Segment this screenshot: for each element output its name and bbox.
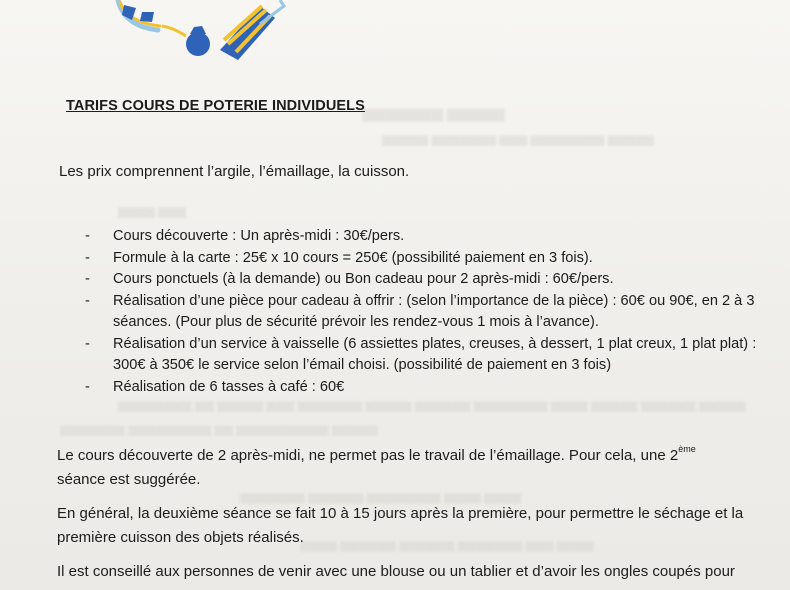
list-item-text: Cours découverte : Un après-midi : 30€/pers. xyxy=(113,228,405,244)
list-item xyxy=(85,291,765,334)
list-item-text: Réalisation de 6 tasses à café : 60€ xyxy=(113,378,345,395)
list-item xyxy=(85,226,765,248)
list-item-text: Cours ponctuels (à la demande) ou Bon cadeau pour 2 après-midi : 60€/pers. xyxy=(113,271,614,287)
list-item xyxy=(85,269,765,291)
superscript: ème xyxy=(678,444,696,454)
list-item-text: Formule à la carte : 25€ x 10 cours = 250€ (possibilité paiement en 3 fois). xyxy=(113,249,593,266)
paragraph-second-session xyxy=(57,444,769,492)
bleed-through-text: ▆▆▆▆▆▆▆ ▆▆▆▆▆▆▆▆▆ ▆▆ ▆▆▆▆▆▆▆▆▆▆ ▆▆▆▆▆ xyxy=(60,422,378,436)
bullet-dash: - xyxy=(85,271,90,287)
bleed-through-text: ▆▆▆▆▆▆▆▆ ▆▆ ▆▆▆▆▆ ▆▆▆ ▆▆▆▆▆▆▆ ▆▆▆▆▆ ▆▆▆▆▆▆ ▆▆▆▆▆▆▆▆ ▆▆▆▆ ▆▆▆▆▆ ▆▆▆▆▆▆ ▆▆▆▆▆ xyxy=(118,398,746,412)
page-title: TARIFS COURS DE POTERIE INDIVIDUELS xyxy=(66,98,365,114)
paragraph-text: Le cours découverte de 2 après-midi, ne permet pas le travail de l’émaillage. Pour cela, une 2 xyxy=(57,447,679,464)
paragraph-text: séance est suggérée. xyxy=(57,471,201,488)
list-item-text: Réalisation d’un service à vaisselle (6 assiettes plates, creuses, à dessert, 1 plat creux, 1 plat plat) : 300€ à 350€ le service selon l’émail choisi. (possibilité de paiement en 3 fois) xyxy=(113,335,757,373)
bleed-through-text: ▆▆▆▆▆▆▆ ▆▆▆▆▆▆ ▆▆▆▆▆▆▆▆ ▆▆▆▆ ▆▆▆▆ xyxy=(240,490,521,504)
paragraph-advice: Il est conseillé aux personnes de venir avec une blouse ou un tablier et d’avoir les ongles coupés pour xyxy=(57,563,735,580)
list-item-text: Réalisation d’une pièce pour cadeau à offrir : (selon l’importance de la pièce) : 60€ ou 90€, en 2 à 3 séances. (Pour plus de sécurité prévoir les rendez-vous 1 mois à l’avance). xyxy=(113,292,755,330)
bleed-through-text: ▆▆▆▆▆▆▆ ▆▆▆▆▆ xyxy=(362,105,505,122)
list-item xyxy=(85,377,765,399)
price-list xyxy=(85,226,765,398)
bleed-through-text: ▆▆▆▆▆ ▆▆▆▆▆▆▆ ▆▆▆ ▆▆▆▆▆▆▆▆ ▆▆▆▆▆ xyxy=(382,132,654,146)
bullet-dash: - xyxy=(85,378,90,395)
list-item xyxy=(85,248,765,270)
pottery-logo xyxy=(110,0,310,62)
bleed-through-text: ▆▆▆▆ ▆▆▆▆▆▆ ▆▆▆▆▆▆ ▆▆▆▆▆▆▆ ▆▆▆ ▆▆▆▆ xyxy=(300,538,594,552)
bullet-dash: - xyxy=(85,228,90,244)
bullet-dash: - xyxy=(85,249,90,266)
bleed-through-text: ▆▆▆▆ ▆▆▆ xyxy=(118,204,186,218)
bullet-dash: - xyxy=(85,292,90,309)
intro-text: Les prix comprennent l’argile, l’émaillage, la cuisson. xyxy=(59,163,410,180)
bullet-dash: - xyxy=(85,335,90,352)
paragraph-timing: En général, la deuxième séance se fait 10 à 15 jours après la première, pour permettre le séchage et la première cuisson des objets réalisés. xyxy=(57,505,744,546)
list-item xyxy=(85,334,765,377)
